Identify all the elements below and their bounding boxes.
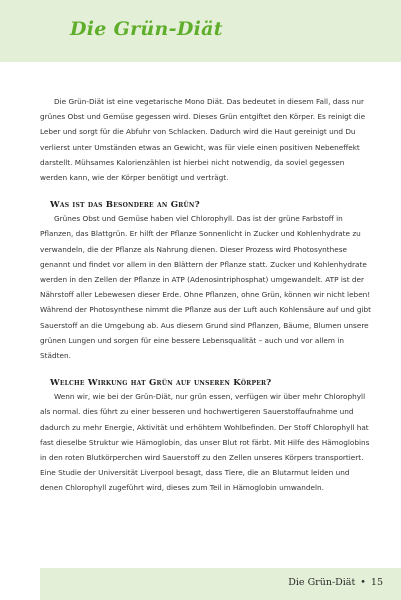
page-number: 15 (370, 577, 383, 588)
section-heading-wirkung: Welche Wirkung hat Grün auf unseren Körper? (50, 378, 272, 389)
section-paragraph-wirkung: Wenn wir, wie bei der Grün-Diät, nur grün essen, verfügen wir über mehr Chlorophyll als normal. dies führt zu einer besseren und hochwertigeren Sauerstoffaufnahme und dadurch zu mehr Energie, Aktivität und erhöhtem Wohlbefinden. Der Stoff Chlorophyll hat fast dieselbe Struktur wie Hämoglobin, das unser Blut rot färbt. Mit Hilfe des Hämoglobins in den roten Blutkörperchen wird Sauerstoff zu den Zellen unseres Körpers transportiert. Eine Studie der Universität Liverpool besagt, dass Tiere, die an Blutarmut leiden und denen Chlorophyll zugeführt wird, dieses zum Teil in Hämoglobin umwandeln. (40, 392, 370, 493)
footer-band (40, 568, 401, 600)
footer-separator: • (360, 577, 366, 588)
footer-book-title: Die Grün-Diät (288, 577, 356, 588)
intro-paragraph: Die Grün-Diät ist eine vegetarische Mono Diät. Das bedeutet in diesem Fall, dass nur grünes Obst und Gemüse gegessen wird. Dieses Grün entgiftet den Körper. Es reinigt die Leber und sorgt für die Abfuhr von Schlacken. Dadurch wird die Haut gereinigt und Du verlierst unter Umständen etwas an Gewicht, was für viele einen positiven Nebeneffekt darstellt. Mühsames Kalorienzählen ist hierbei nicht notwendig, da soviel gegessen werden kann, wie der Körper benötigt und verträgt. (40, 97, 366, 183)
section-heading-besondere: Was ist das Besondere an Grün? (50, 200, 200, 211)
page-content (40, 94, 372, 496)
running-footer (288, 577, 383, 588)
page-title: Die Grün-Diät (70, 18, 223, 40)
section-paragraph-besondere: Grünes Obst und Gemüse haben viel Chlorophyll. Das ist der grüne Farbstoff in Pflanzen, das Blattgrün. Er hilft der Pflanze Sonnenlicht in Zucker und Kohlenhydrate zu verwandeln, die der Pflanze als Nahrung dienen. Dieser Prozess wird Photosynthese genannt und findet vor allem in den Blättern der Pflanze statt. Zucker und Kohlenhydrate werden in den Zellen der Pflanze in ATP (Adenosintriphosphat) umgewandelt. ATP ist der Nährstoff aller Lebewesen dieser Erde. Ohne Pflanzen, ohne Grün, können wir nicht leben! Während der Photosynthese nimmt die Pflanze aus der Luft auch Kohlensäure auf und gibt Sauerstoff an die Umgebung ab. Aus diesem Grund sind Pflanzen, Bäume, Blumen unsere grünen Lungen und sorgen für eine bessere Lebensqualität – auch und vor allem in Städten. (40, 214, 372, 361)
